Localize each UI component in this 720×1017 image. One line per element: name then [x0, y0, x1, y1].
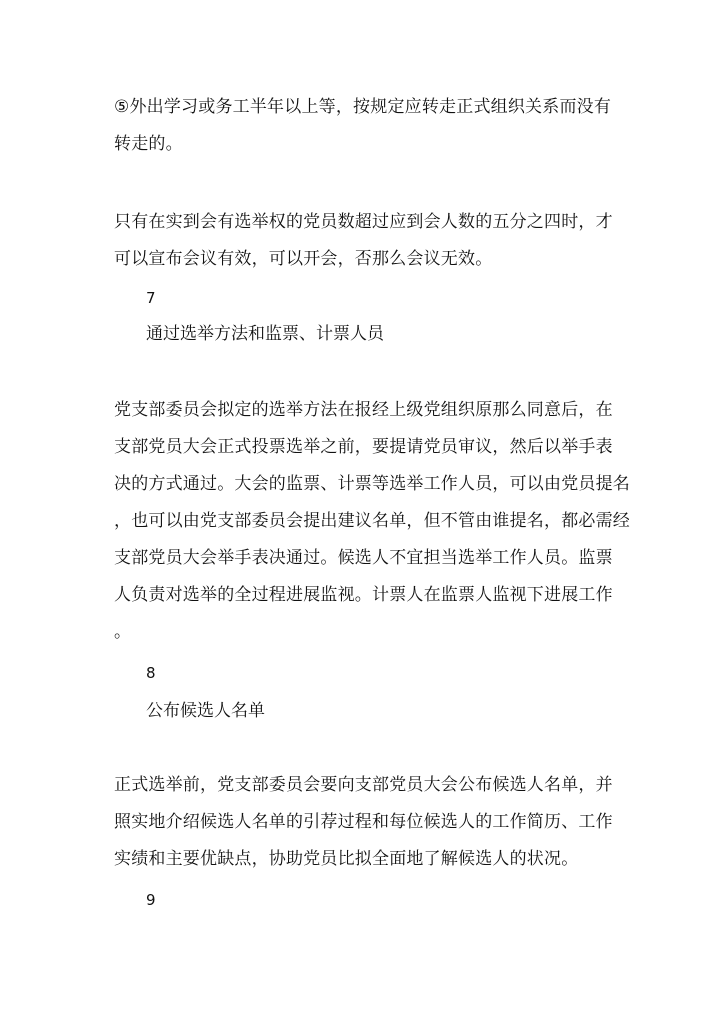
text-line: 支部党员大会正式投票选举之前，要提请党员审议，然后以举手表 — [114, 437, 613, 457]
section-number-7: 7 — [146, 289, 156, 307]
text-line: 只有在实到会有选举权的党员数超过应到会人数的五分之四时，才 — [114, 212, 613, 232]
paragraph-membership-exclusion — [114, 89, 614, 163]
section-title-7: 通过选举方法和监票、计票人员 — [146, 324, 384, 344]
text-line: ⑤外出学习或务工半年以上等，按规定应转走正式组织关系而没有 — [114, 97, 612, 117]
paragraph-quorum — [114, 204, 614, 278]
text-line: 可以宣布会议有效，可以开会，否那么会议无效。 — [114, 249, 493, 269]
text-line: 人负责对选举的全过程进展监视。计票人在监票人监视下进展工作 — [114, 585, 613, 605]
text-line: 党支部委员会拟定的选举方法在报经上级党组织原那么同意后，在 — [114, 400, 613, 420]
paragraph-election-method — [114, 392, 630, 651]
section-title-8: 公布候选人名单 — [146, 701, 265, 721]
text-line: 。 — [114, 622, 132, 642]
section-number-9: 9 — [146, 891, 156, 909]
text-line: 支部党员大会举手表决通过。候选人不宜担当选举工作人员。监票 — [114, 548, 613, 568]
text-line: 正式选举前，党支部委员会要向支部党员大会公布候选人名单，并 — [114, 775, 613, 795]
text-line: 决的方式通过。大会的监票、计票等选举工作人员，可以由党员提名 — [114, 474, 630, 494]
text-line: 照实地介绍候选人名单的引荐过程和每位候选人的工作简历、工作 — [114, 812, 613, 832]
text-line: 实绩和主要优缺点，协助党员比拟全面地了解候选人的状况。 — [114, 849, 579, 869]
section-number-8: 8 — [146, 664, 156, 682]
text-line: ，也可以由党支部委员会提出建议名单，但不管由谁提名，都必需经 — [114, 511, 630, 531]
text-line: 转走的。 — [114, 134, 183, 154]
paragraph-candidate-list — [114, 767, 614, 878]
